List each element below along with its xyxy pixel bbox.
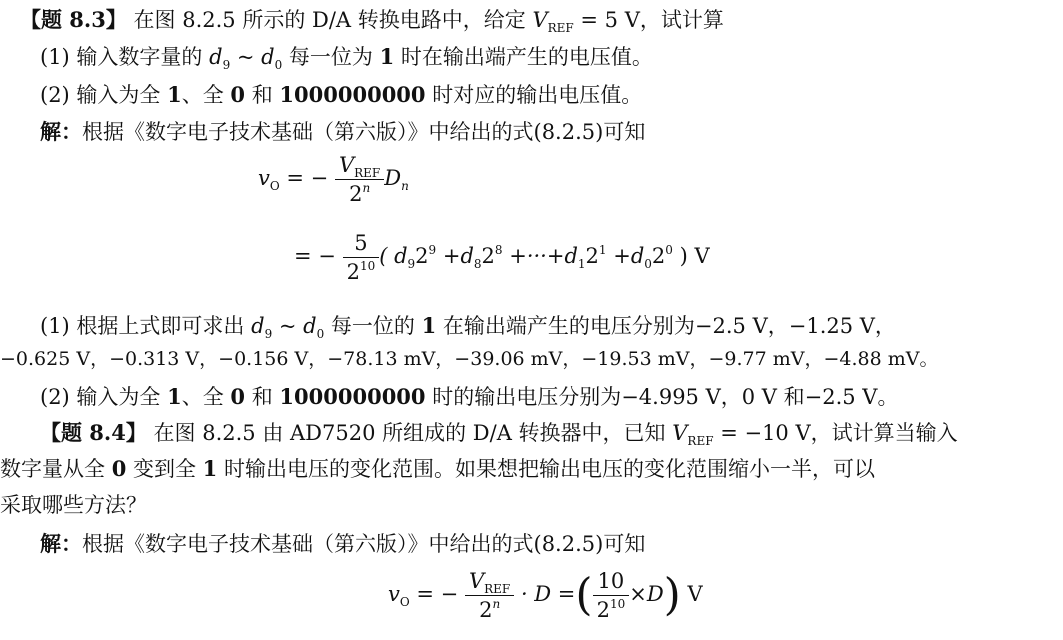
problem-8-3-statement: 【题 8.3】 在图 8.2.5 所示的 D/A 转换电路中，给定 $V_{REF} = 5$ V，试计算 <box>20 7 724 35</box>
solution-intro: 解：根据《数字电子技术基础（第六版）》中给出的式(8.2.5)可知 <box>40 119 646 144</box>
equation-vo-expanded: = − $\frac{5}{2^{10}}$ ( $d_92^9 +d_82^8 +\cdot\cdot\cdot+d_12^1 +d_02^0$ ) V <box>294 231 710 284</box>
problem-8-4-statement: 【题 8.4】 在图 8.2.5 由 AD7520 所组成的 D/A 转换器中，已知 $V_{REF} = -10$ V，试计算当输入 <box>40 420 958 448</box>
problem-8-4-line-3: 采取哪些方法？ <box>0 493 147 517</box>
fraction: $\frac{5}{2^{10}}$ <box>343 230 380 285</box>
question-2: (2) 输入为全 1、全 0 和 1000000000 时对应的输出电压值。 <box>40 82 643 107</box>
question-1: (1) 输入数字量的 $d_9$ ~ $d_0$ 每一位为 1 时在输出端产生的电压值。 <box>40 44 653 72</box>
right-paren: ) <box>663 569 681 621</box>
problem-8-4-line-2: 数字量从全 0 变到全 1 时输出电压的变化范围。如果想把输出电压的变化范围缩小一半，可以 <box>0 456 875 481</box>
fraction: $\frac{10}{2^{10}}$ <box>593 568 630 623</box>
equation-vo-8-4: $v_O$ = − $\frac{V_{REF}}{2^n}$ · D =( $\frac{10}{2^{10}}$ ×D) V <box>388 569 703 622</box>
problem-tag: 【题 8.3】 <box>20 7 127 32</box>
answer-1: (1) 根据上式即可求出 $d_9$ ~ $d_0$ 每一位的 1 在输出端产生的电压分别为−2.5 V，−1.25 V， <box>40 313 896 341</box>
answer-2: (2) 输入为全 1、全 0 和 1000000000 时的输出电压分别为−4.995 V，0 V 和−2.5 V。 <box>40 384 899 409</box>
solution-intro-8-4: 解：根据《数字电子技术基础（第六版）》中给出的式(8.2.5)可知 <box>40 531 646 556</box>
left-paren: ( <box>575 569 593 621</box>
fraction: $\frac{V_{REF}}{2^n}$ <box>335 152 384 207</box>
problem-tag: 【题 8.4】 <box>40 420 147 445</box>
equation-vo-general: $v_O$ = − $\frac{V_{REF}}{2^n}$ $D_n$ <box>258 153 409 206</box>
fraction: $\frac{V_{REF}}{2^n}$ <box>465 568 514 623</box>
answer-1-values: −0.625 V，−0.313 V，−0.156 V，−78.13 mV，−39.06 mV，−19.53 mV，−9.77 mV，−4.88 mV。 <box>0 348 939 370</box>
